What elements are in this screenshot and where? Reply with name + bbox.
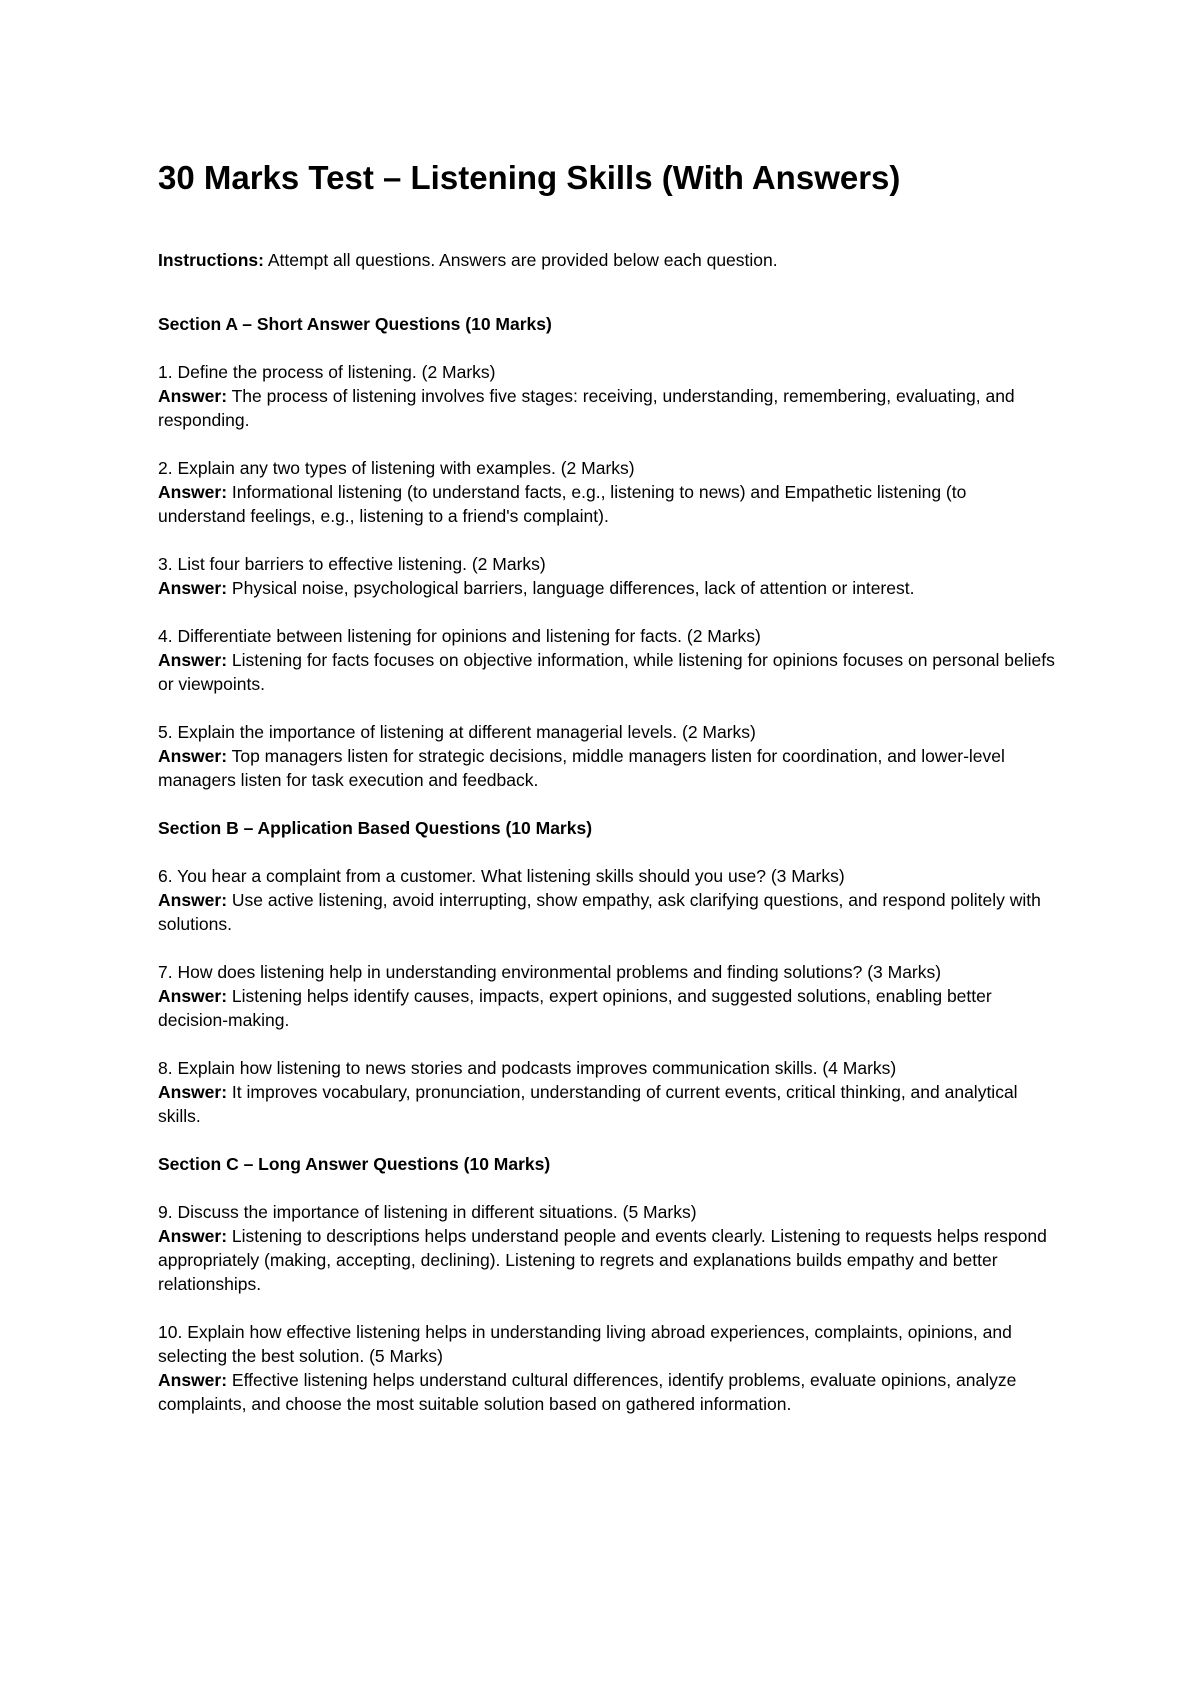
question-block — [158, 864, 1058, 936]
question-block — [158, 360, 1058, 432]
question-spacer — [158, 1032, 1058, 1056]
answer-label: Answer: — [158, 386, 228, 406]
question-spacer — [158, 528, 1058, 552]
question-block — [158, 1056, 1058, 1128]
answer-text: Listening helps identify causes, impacts, expert opinions, and suggested solutions, enabling better decision-making. — [158, 986, 992, 1030]
answer — [158, 480, 1058, 528]
section-heading-c: Section C – Long Answer Questions (10 Marks) — [158, 1154, 551, 1174]
question-spacer — [158, 936, 1058, 960]
answer-label: Answer: — [158, 746, 228, 766]
answer-label: Answer: — [158, 1226, 228, 1246]
answer — [158, 1224, 1058, 1296]
section-spacer — [158, 1128, 1058, 1152]
answer-label: Answer: — [158, 650, 228, 670]
question-spacer — [158, 1296, 1058, 1320]
question-text: 8. Explain how listening to news stories and podcasts improves communication skills. (4 Marks) — [158, 1058, 897, 1078]
question-block — [158, 1320, 1058, 1416]
answer-text: Effective listening helps understand cultural differences, identify problems, evaluate opinions, analyze complaints, and choose the most suitable solution based on gathered information. — [158, 1370, 1017, 1414]
question-block — [158, 624, 1058, 696]
answer-label: Answer: — [158, 1370, 228, 1390]
answer-text: Use active listening, avoid interrupting, show empathy, ask clarifying questions, and respond politely with solutions. — [158, 890, 1041, 934]
instructions-text: Attempt all questions. Answers are provided below each question. — [263, 250, 778, 270]
question-text: 3. List four barriers to effective listening. (2 Marks) — [158, 554, 546, 574]
answer-text: Physical noise, psychological barriers, language differences, lack of attention or interest. — [227, 578, 915, 598]
question-spacer — [158, 696, 1058, 720]
answer-label: Answer: — [158, 986, 228, 1006]
section-spacer — [158, 272, 1058, 312]
question-text: 1. Define the process of listening. (2 Marks) — [158, 362, 496, 382]
question-text: 10. Explain how effective listening helps in understanding living abroad experiences, complaints, opinions, and selecting the best solution. (5 Marks) — [158, 1322, 1012, 1366]
answer-text: The process of listening involves five stages: receiving, understanding, remembering, evaluating, and responding. — [158, 386, 1015, 430]
question-block — [158, 960, 1058, 1032]
section-heading-b: Section B – Application Based Questions (10 Marks) — [158, 818, 593, 838]
instructions-label: Instructions: — [158, 250, 264, 270]
question-block — [158, 456, 1058, 528]
question-spacer — [158, 600, 1058, 624]
instructions — [158, 248, 1058, 272]
sections-container — [158, 272, 1058, 1416]
answer — [158, 384, 1058, 432]
question-block — [158, 720, 1058, 792]
document-page — [158, 158, 1058, 1416]
answer — [158, 984, 1058, 1032]
answer — [158, 576, 1058, 600]
answer — [158, 1080, 1058, 1128]
answer-label: Answer: — [158, 482, 228, 502]
section-spacer — [158, 792, 1058, 816]
question-text: 5. Explain the importance of listening at different managerial levels. (2 Marks) — [158, 722, 756, 742]
question-spacer — [158, 840, 1058, 864]
answer-label: Answer: — [158, 1082, 228, 1102]
answer-label: Answer: — [158, 578, 228, 598]
answer — [158, 744, 1058, 792]
question-text: 6. You hear a complaint from a customer. What listening skills should you use? (3 Marks) — [158, 866, 845, 886]
answer — [158, 1368, 1058, 1416]
answer — [158, 648, 1058, 696]
answer-label: Answer: — [158, 890, 228, 910]
question-text: 7. How does listening help in understanding environmental problems and finding solutions? (3 Marks) — [158, 962, 942, 982]
question-spacer — [158, 432, 1058, 456]
question-text: 4. Differentiate between listening for opinions and listening for facts. (2 Marks) — [158, 626, 761, 646]
document-title: 30 Marks Test – Listening Skills (With Answers) — [158, 159, 901, 196]
answer-text: Listening for facts focuses on objective information, while listening for opinions focuses on personal beliefs or viewpoints. — [158, 650, 1055, 694]
answer-text: Top managers listen for strategic decisions, middle managers listen for coordination, and lower-level managers listen for task execution and feedback. — [158, 746, 1005, 790]
question-spacer — [158, 336, 1058, 360]
question-spacer — [158, 1176, 1058, 1200]
question-text: 9. Discuss the importance of listening in different situations. (5 Marks) — [158, 1202, 697, 1222]
answer-text: Listening to descriptions helps understand people and events clearly. Listening to requests helps respond appropriately (making, accepting, declining). Listening to regrets and explanations builds empathy and better relationships. — [158, 1226, 1047, 1294]
answer-text: Informational listening (to understand facts, e.g., listening to news) and Empathetic listening (to understand feelings, e.g., listening to a friend's complaint). — [158, 482, 967, 526]
answer-text: It improves vocabulary, pronunciation, understanding of current events, critical thinking, and analytical skills. — [158, 1082, 1018, 1126]
question-text: 2. Explain any two types of listening with examples. (2 Marks) — [158, 458, 635, 478]
answer — [158, 888, 1058, 936]
section-heading-a: Section A – Short Answer Questions (10 Marks) — [158, 314, 552, 334]
question-block — [158, 1200, 1058, 1296]
question-block — [158, 552, 1058, 600]
